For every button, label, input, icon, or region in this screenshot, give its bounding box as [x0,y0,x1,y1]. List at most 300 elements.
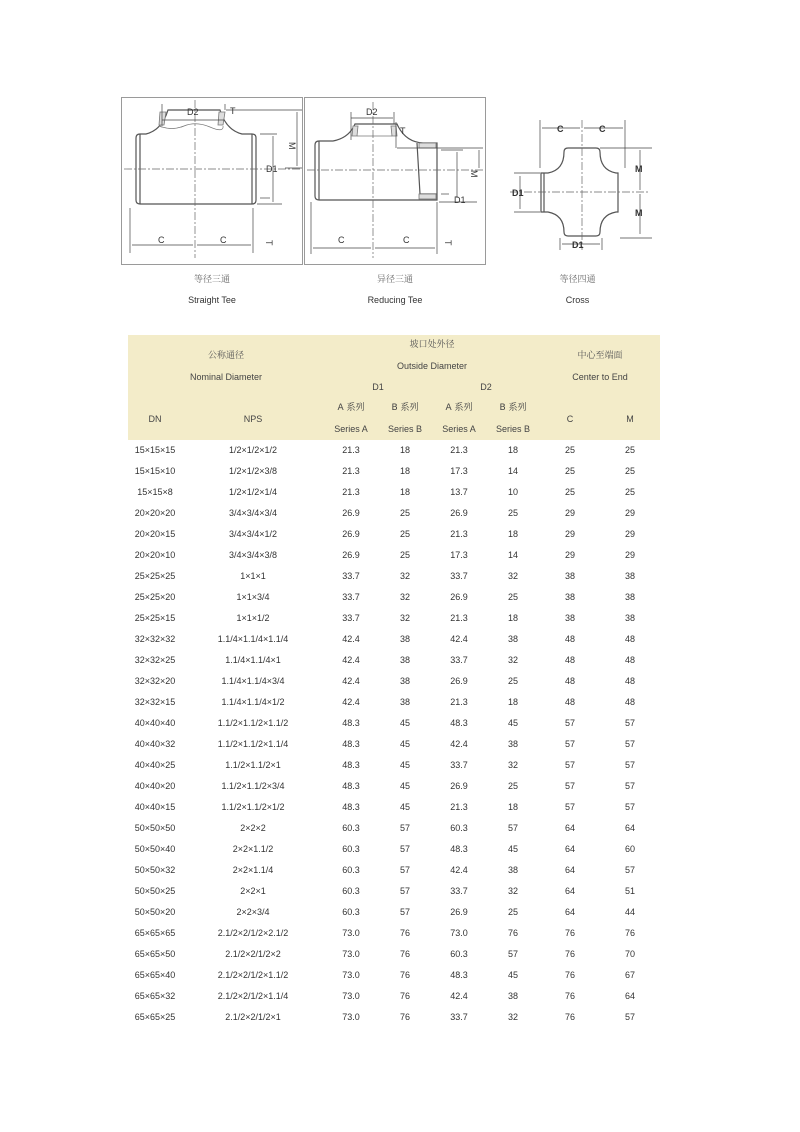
c-cell: 25 [565,487,576,497]
m-cell: 57 [625,739,636,749]
dn-cell: 50×50×25 [134,886,176,896]
d1-series-b-cell: 76 [399,949,410,959]
figure-caption-en: Cross [565,295,590,305]
c-cell: 64 [565,865,576,875]
dim-label-d1: D1 [454,195,466,205]
table-row [128,608,660,629]
cross-figure [500,110,660,250]
dim-label-c: C [338,235,345,245]
nps-cell: 1.1/2×1.1/2×3/4 [221,781,285,791]
d2-series-b-cell: 32 [508,1012,519,1022]
table-row [128,587,660,608]
figure-caption-cn: 等径四通 [559,275,596,285]
d1-series-a-cell: 42.4 [342,655,360,665]
d2-series-a-cell: 13.7 [450,487,468,497]
table-row [128,902,660,923]
m-cell: 29 [625,550,636,560]
d2-series-a-cell: 73.0 [450,928,468,938]
c-cell: 76 [565,991,576,1001]
d2-series-a-cell: 21.3 [450,802,468,812]
nps-header: NPS [182,398,324,440]
d2-series-a-cell: 21.3 [450,697,468,707]
d1-series-a-cell: 26.9 [342,529,360,539]
d1-series-a-cell: 48.3 [342,718,360,728]
c-cell: 48 [565,634,576,644]
c-cell: 57 [565,760,576,770]
c-cell: 57 [565,781,576,791]
m-cell: 29 [625,508,636,518]
dim-label-t: T [400,126,406,136]
nps-cell: 1.1/2×1.1/2×1.1/4 [217,739,289,749]
table-row [128,818,660,839]
m-cell: 25 [625,487,636,497]
dn-cell: 32×32×25 [134,655,176,665]
d1-series-b-cell: 38 [399,634,410,644]
nps-cell: 1×1×3/4 [236,592,270,602]
figure-caption-en: Reducing Tee [367,295,423,305]
dn-cell: 20×20×20 [134,508,176,518]
d2-series-b-cell: 76 [508,928,519,938]
d2-series-a-cell: 33.7 [450,886,468,896]
d1-series-b-cell: 38 [399,655,410,665]
m-cell: 25 [625,445,636,455]
c-cell: 64 [565,886,576,896]
d2-series-a-cell: 33.7 [450,760,468,770]
d2-series-a-cell: 42.4 [450,739,468,749]
d2-series-b-cell: 45 [508,844,519,854]
m-cell: 70 [625,949,636,959]
d1-series-b-cell: 57 [399,865,410,875]
table-row [128,776,660,797]
m-cell: 57 [625,781,636,791]
dim-label-t: T [443,240,453,246]
dn-cell: 65×65×65 [134,928,176,938]
d1-series-b-cell: 76 [399,928,410,938]
m-cell: 57 [625,1012,636,1022]
d2-series-a-cell: 26.9 [450,592,468,602]
table-row [128,944,660,965]
nps-cell: 1×1×1/2 [236,613,270,623]
m-cell: 44 [625,907,636,917]
table-row [128,650,660,671]
table-row [128,923,660,944]
figure-caption-en: Straight Tee [188,295,236,305]
table-row [128,545,660,566]
d2-series-b-cell: 32 [508,571,519,581]
straight-tee-figure [121,97,303,265]
d2-series-b-cell: 25 [508,508,519,518]
nps-cell: 2.1/2×2/1/2×1.1/4 [217,991,289,1001]
d1-series-b-cell: 25 [399,529,410,539]
dn-cell: 50×50×32 [134,865,176,875]
d2-series-b-cell: 10 [508,487,519,497]
d2-series-a-cell: 26.9 [450,907,468,917]
d1-series-a-cell: 73.0 [342,928,360,938]
dn-cell: 40×40×25 [134,760,176,770]
d1-series-a-cell: 33.7 [342,613,360,623]
d2-series-a-cell: 33.7 [450,1012,468,1022]
nps-cell: 2.1/2×2/1/2×1 [225,1012,281,1022]
table-row [128,629,660,650]
nps-cell: 2.1/2×2/1/2×1.1/2 [217,970,289,980]
dn-cell: 15×15×15 [134,445,176,455]
d1-series-b-cell: 76 [399,1012,410,1022]
d2-series-b-header: B 系列 Series B [486,398,540,440]
table-row [128,839,660,860]
d2-series-b-cell: 32 [508,760,519,770]
m-cell: 29 [625,529,636,539]
nps-cell: 1.1/4×1.1/4×1 [225,655,281,665]
dim-label-m: M [635,164,643,174]
c-cell: 57 [565,718,576,728]
reducing-tee-figure [304,97,486,265]
d2-series-b-cell: 18 [508,613,519,623]
table-row [128,1007,660,1028]
d1-series-b-cell: 18 [399,487,410,497]
c-cell: 38 [565,592,576,602]
dim-label-m: M [469,170,479,178]
center-to-end-header: 中心至端面 Center to End [540,335,660,398]
dn-cell: 40×40×40 [134,718,176,728]
dim-label-t: T [264,240,274,246]
figure-caption-cn: 异径三通 [376,275,413,285]
d1-series-a-cell: 26.9 [342,508,360,518]
nps-cell: 2×2×2 [240,823,266,833]
nps-cell: 1/2×1/2×3/8 [228,466,278,476]
m-header: M [600,398,660,440]
dim-label-m: M [635,208,643,218]
d2-series-a-cell: 21.3 [450,529,468,539]
d1-series-a-cell: 21.3 [342,487,360,497]
d2-series-a-cell: 33.7 [450,571,468,581]
d1-series-a-header: A 系列 Series A [324,398,378,440]
m-cell: 48 [625,655,636,665]
m-cell: 64 [625,823,636,833]
d1-series-a-cell: 60.3 [342,844,360,854]
d2-series-a-cell: 17.3 [450,550,468,560]
dn-cell: 50×50×20 [134,907,176,917]
table-row [128,755,660,776]
d2-header: D2 [432,377,540,398]
nps-cell: 3/4×3/4×3/8 [228,550,278,560]
dim-label-d1: D1 [266,164,278,174]
d2-series-a-cell: 26.9 [450,676,468,686]
dim-label-d2: D2 [187,107,199,117]
nps-cell: 1/2×1/2×1/2 [228,445,278,455]
table-row [128,566,660,587]
m-cell: 38 [625,592,636,602]
d1-series-b-cell: 38 [399,697,410,707]
d1-series-a-cell: 60.3 [342,886,360,896]
m-cell: 57 [625,802,636,812]
d1-series-a-cell: 42.4 [342,697,360,707]
dim-label-c: C [557,124,564,134]
tee-dimension-table [128,335,660,1028]
dim-label-c: C [403,235,410,245]
dim-label-d1: D1 [572,240,584,250]
m-cell: 60 [625,844,636,854]
table-row [128,503,660,524]
table-row [128,986,660,1007]
m-cell: 48 [625,634,636,644]
d1-series-a-cell: 48.3 [342,781,360,791]
d1-series-b-cell: 45 [399,739,410,749]
c-cell: 76 [565,970,576,980]
d1-series-a-cell: 60.3 [342,865,360,875]
dn-cell: 65×65×25 [134,1012,176,1022]
c-cell: 64 [565,844,576,854]
c-cell: 38 [565,613,576,623]
d2-series-b-cell: 25 [508,592,519,602]
c-cell: 76 [565,1012,576,1022]
d2-series-b-cell: 18 [508,445,519,455]
table-row [128,860,660,881]
dn-cell: 40×40×15 [134,802,176,812]
d1-series-b-cell: 45 [399,802,410,812]
c-cell: 76 [565,949,576,959]
dn-cell: 40×40×32 [134,739,176,749]
table-body [128,440,660,1028]
dn-cell: 65×65×32 [134,991,176,1001]
nps-cell: 2×2×1 [240,886,266,896]
nps-cell: 2×2×1.1/2 [232,844,274,854]
d2-series-a-cell: 21.3 [450,445,468,455]
c-cell: 29 [565,550,576,560]
d1-series-a-cell: 21.3 [342,466,360,476]
nps-cell: 3/4×3/4×1/2 [228,529,278,539]
c-cell: 64 [565,823,576,833]
c-cell: 48 [565,655,576,665]
d1-series-a-cell: 73.0 [342,991,360,1001]
d2-series-a-cell: 26.9 [450,508,468,518]
m-cell: 51 [625,886,636,896]
d1-series-a-cell: 26.9 [342,550,360,560]
dn-cell: 32×32×20 [134,676,176,686]
m-cell: 57 [625,760,636,770]
dn-cell: 65×65×50 [134,949,176,959]
d1-series-a-cell: 48.3 [342,739,360,749]
m-cell: 64 [625,991,636,1001]
dn-cell: 25×25×20 [134,592,176,602]
d2-series-b-cell: 18 [508,802,519,812]
d1-series-a-cell: 48.3 [342,760,360,770]
dim-label-t: T [230,106,236,116]
m-cell: 76 [625,928,636,938]
nps-cell: 1/2×1/2×1/4 [228,487,278,497]
d2-series-b-cell: 38 [508,634,519,644]
d2-series-a-header: A 系列 Series A [432,398,486,440]
c-cell: 38 [565,571,576,581]
d1-series-b-cell: 18 [399,466,410,476]
table-row [128,671,660,692]
table-row [128,692,660,713]
m-cell: 38 [625,613,636,623]
c-cell: 29 [565,529,576,539]
d1-series-a-cell: 42.4 [342,634,360,644]
dn-header: DN [128,398,182,440]
m-cell: 57 [625,865,636,875]
table-row [128,713,660,734]
d2-series-a-cell: 42.4 [450,991,468,1001]
d2-series-a-cell: 33.7 [450,655,468,665]
c-header: C [540,398,600,440]
dn-cell: 15×15×10 [134,466,176,476]
dim-label-d1: D1 [512,188,524,198]
d1-series-b-cell: 45 [399,718,410,728]
table-row [128,461,660,482]
d1-series-b-cell: 76 [399,991,410,1001]
d2-series-b-cell: 38 [508,865,519,875]
d1-series-b-cell: 32 [399,592,410,602]
d1-series-a-cell: 60.3 [342,907,360,917]
dim-label-m: M [287,142,297,150]
nominal-diameter-header: 公称通径 Nominal Diameter [128,335,324,398]
cross-drawing [500,110,660,250]
d1-header: D1 [324,377,432,398]
c-cell: 76 [565,928,576,938]
d1-series-a-cell: 60.3 [342,823,360,833]
dn-cell: 32×32×32 [134,634,176,644]
nps-cell: 1.1/4×1.1/4×1.1/4 [217,634,289,644]
d2-series-a-cell: 48.3 [450,844,468,854]
table-header [128,335,660,440]
nps-cell: 1.1/2×1.1/2×1.1/2 [217,718,289,728]
d1-series-b-cell: 32 [399,613,410,623]
dn-cell: 15×15×8 [137,487,173,497]
table-row [128,797,660,818]
d1-series-a-cell: 48.3 [342,802,360,812]
d1-series-b-cell: 57 [399,907,410,917]
d2-series-a-cell: 26.9 [450,781,468,791]
d1-series-a-cell: 21.3 [342,445,360,455]
dn-cell: 25×25×15 [134,613,176,623]
nps-cell: 1.1/2×1.1/2×1 [225,760,281,770]
figure-caption-cn: 等径三通 [193,275,230,285]
c-cell: 57 [565,802,576,812]
dim-label-d2: D2 [366,107,378,117]
dn-cell: 20×20×15 [134,529,176,539]
c-cell: 29 [565,508,576,518]
m-cell: 48 [625,676,636,686]
table-row [128,734,660,755]
c-cell: 48 [565,676,576,686]
c-cell: 48 [565,697,576,707]
dn-cell: 50×50×50 [134,823,176,833]
c-cell: 25 [565,466,576,476]
m-cell: 67 [625,970,636,980]
d2-series-b-cell: 18 [508,529,519,539]
dn-cell: 50×50×40 [134,844,176,854]
d2-series-b-cell: 25 [508,676,519,686]
d1-series-b-header: B 系列 Series B [378,398,432,440]
nps-cell: 3/4×3/4×3/4 [228,508,278,518]
d1-series-b-cell: 57 [399,886,410,896]
d2-series-b-cell: 32 [508,886,519,896]
d2-series-a-cell: 42.4 [450,634,468,644]
outside-diameter-header: 坡口处外径 Outside Diameter [324,335,540,377]
d1-series-a-cell: 33.7 [342,571,360,581]
nps-cell: 2.1/2×2/1/2×2 [225,949,281,959]
d1-series-a-cell: 33.7 [342,592,360,602]
d2-series-b-cell: 14 [508,466,519,476]
d1-series-b-cell: 32 [399,571,410,581]
nps-cell: 1.1/4×1.1/4×3/4 [221,676,285,686]
d1-series-a-cell: 42.4 [342,676,360,686]
d1-series-b-cell: 38 [399,676,410,686]
d2-series-b-cell: 18 [508,697,519,707]
table-row [128,524,660,545]
nps-cell: 2.1/2×2/1/2×2.1/2 [217,928,289,938]
d1-series-a-cell: 73.0 [342,970,360,980]
d2-series-b-cell: 14 [508,550,519,560]
d2-series-b-cell: 25 [508,907,519,917]
dim-label-c: C [220,235,227,245]
d1-series-b-cell: 57 [399,823,410,833]
m-cell: 57 [625,718,636,728]
dn-cell: 25×25×25 [134,571,176,581]
d2-series-b-cell: 32 [508,655,519,665]
d2-series-a-cell: 48.3 [450,718,468,728]
table-row [128,965,660,986]
d2-series-a-cell: 21.3 [450,613,468,623]
reducing-tee-drawing [305,98,485,264]
d2-series-a-cell: 60.3 [450,949,468,959]
nps-cell: 2×2×3/4 [236,907,270,917]
nps-cell: 1×1×1 [240,571,266,581]
table-row [128,440,660,461]
d1-series-b-cell: 45 [399,781,410,791]
straight-tee-drawing [122,98,302,264]
dn-cell: 20×20×10 [134,550,176,560]
dim-label-c: C [599,124,606,134]
d2-series-b-cell: 45 [508,970,519,980]
nps-cell: 1.1/4×1.1/4×1/2 [221,697,285,707]
m-cell: 25 [625,466,636,476]
table-row [128,881,660,902]
nps-cell: 1.1/2×1.1/2×1/2 [221,802,285,812]
d1-series-b-cell: 57 [399,844,410,854]
table-row [128,482,660,503]
d1-series-a-cell: 73.0 [342,1012,360,1022]
d2-series-b-cell: 38 [508,739,519,749]
c-cell: 64 [565,907,576,917]
m-cell: 38 [625,571,636,581]
d2-series-b-cell: 25 [508,781,519,791]
c-cell: 25 [565,445,576,455]
dn-cell: 32×32×15 [134,697,176,707]
d2-series-b-cell: 45 [508,718,519,728]
m-cell: 48 [625,697,636,707]
d1-series-b-cell: 18 [399,445,410,455]
d1-series-b-cell: 45 [399,760,410,770]
dim-label-c: C [158,235,165,245]
d2-series-b-cell: 57 [508,949,519,959]
d2-series-a-cell: 48.3 [450,970,468,980]
d2-series-a-cell: 60.3 [450,823,468,833]
dn-cell: 65×65×40 [134,970,176,980]
c-cell: 57 [565,739,576,749]
dn-cell: 40×40×20 [134,781,176,791]
d1-series-b-cell: 76 [399,970,410,980]
d2-series-b-cell: 57 [508,823,519,833]
nps-cell: 2×2×1.1/4 [232,865,274,875]
d2-series-a-cell: 17.3 [450,466,468,476]
d2-series-a-cell: 42.4 [450,865,468,875]
d1-series-a-cell: 73.0 [342,949,360,959]
d1-series-b-cell: 25 [399,508,410,518]
d2-series-b-cell: 38 [508,991,519,1001]
d1-series-b-cell: 25 [399,550,410,560]
